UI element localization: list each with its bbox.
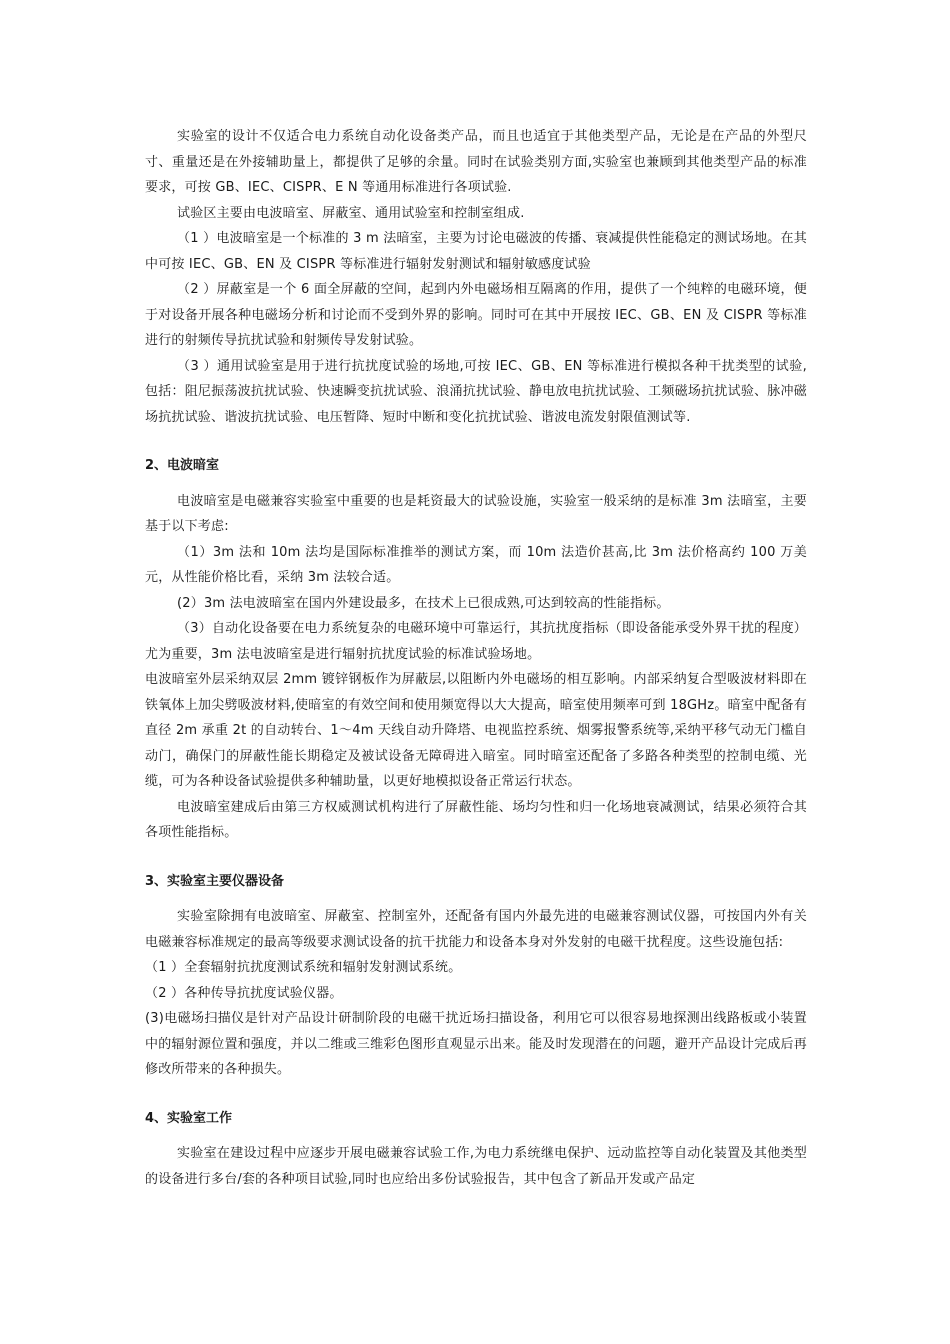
section-list-item: （3）自动化设备要在电力系统复杂的电磁环境中可靠运行，其抗扰度指标（即设备能承受外界干扰的程度）尤为重要，3m 法电波暗室是进行辐射抗扰度试验的标准试验场地。 xyxy=(145,621,807,662)
section-heading: 4、实验室工作 xyxy=(145,1110,233,1126)
intro-list-item: （2 ）屏蔽室是一个 6 面全屏蔽的空间，起到内外电磁场相互隔离的作用，提供了一个纯粹的电磁环境，便于对设备开展各种电磁场分析和讨论而不受到外界的影响。同时可在其中开展按 IEC、GB、EN 及 CISPR 等标准进行的射频传导抗扰试验和射频传导发射试验。 xyxy=(145,282,807,348)
section-paragraph: 实验室除拥有电波暗室、屏蔽室、控制室外，还配备有国内外最先进的电磁兼容测试仪器，可按国内外有关电磁兼容标准规定的最高等级要求测试设备的抗干扰能力和设备本身对外发射的电磁干扰程度。这些设施包括: xyxy=(145,909,807,950)
section-list-item: （1 ）全套辐射抗扰度测试系统和辐射发射测试系统。 xyxy=(145,960,462,975)
section-heading: 3、实验室主要仪器设备 xyxy=(145,873,285,889)
section-heading: 2、电波暗室 xyxy=(145,458,220,473)
section-paragraph: 实验室在建设过程中应逐步开展电磁兼容试验工作,为电力系统继电保护、远动监控等自动化装置及其他类型的设备进行多台/套的各种项目试验,同时也应给出多份试验报告，其中包含了新品开发或产品定 xyxy=(145,1146,807,1187)
section-list-item: (3)电磁场扫描仪是针对产品设计研制阶段的电磁干扰近场扫描设备，利用它可以很容易地探测出线路板或小装置中的辐射源位置和强度，并以二维或三维彩色图形直观显示出来。能及时发现潜在的问题，避开产品设计完成后再修改所带来的各种损失。 xyxy=(145,1011,807,1077)
section-list-item: （2 ）各种传导抗扰度试验仪器。 xyxy=(145,985,343,1001)
document-body xyxy=(145,124,807,1192)
intro-list-item: （1 ）电波暗室是一个标准的 3 m 法暗室，主要为讨论电磁波的传播、衰减提供性能稳定的测试场地。在其中可按 IEC、GB、EN 及 CISPR 等标准进行辐射发射测试和辐射敏感度试验 xyxy=(145,231,807,272)
section-paragraph: 电波暗室建成后由第三方权威测试机构进行了屏蔽性能、场均匀性和归一化场地衰减测试，结果必须符合其各项性能指标。 xyxy=(145,799,807,840)
section-list-item: (2）3m 法电波暗室在国内外建设最多，在技术上已很成熟,可达到较高的性能指标。 xyxy=(177,595,670,611)
intro-paragraph: 实验室的设计不仅适合电力系统自动化设备类产品，而且也适宜于其他类型产品，无论是在产品的外型尺寸、重量还是在外接辅助量上，都提供了足够的余量。同时在试验类别方面,实验室也兼顾到其他类型产品的标准要求，可按 GB、IEC、CISPR、E N 等通用标准进行各项试验. xyxy=(145,129,807,195)
section-list-item: （1）3m 法和 10m 法均是国际标准推举的测试方案，而 10m 法造价甚高,比 3m 法价格高约 100 万美元，从性能价格比看，采纳 3m 法较合适。 xyxy=(145,544,807,585)
intro-list-item: （3 ）通用试验室是用于进行抗扰度试验的场地,可按 IEC、GB、EN 等标准进行模拟各种干扰类型的试验,包括：阻尼振荡波抗扰试验、快速瞬变抗扰试验、浪涌抗扰试验、静电放电抗扰试验、工频磁场抗扰试验、脉冲磁场抗扰试验、谐波抗扰试验、电压暂降、短时中断和变化抗扰试验、谐波电流发射限值测试等. xyxy=(145,358,807,425)
section-paragraph: 电波暗室外层采纳双层 2mm 镀锌钢板作为屏蔽层,以阻断内外电磁场的相互影响。内部采纳复合型吸波材料即在铁氧体上加尖劈吸波材料,使暗室的有效空间和使用频宽得以大大提高，暗室使用频率可到 18GHz。暗室中配备有直径 2m 承重 2t 的自动转台、1～4m 天线自动升降塔、电视监控系统、烟雾报警系统等,采纳平移气动无门槛自动门，确保门的屏蔽性能长期稳定及被试设备无障碍进入暗室。同时暗室还配备了多路各种类型的控制电缆、光缆，可为各种设备试验提供多种辅助量，以更好地模拟设备正常运行状态。 xyxy=(145,672,807,789)
intro-paragraph: 试验区主要由电波暗室、屏蔽室、通用试验室和控制室组成. xyxy=(177,205,525,221)
section-paragraph: 电波暗室是电磁兼容实验室中重要的也是耗资最大的试验设施，实验室一般采纳的是标准 3m 法暗室，主要基于以下考虑: xyxy=(145,493,807,534)
